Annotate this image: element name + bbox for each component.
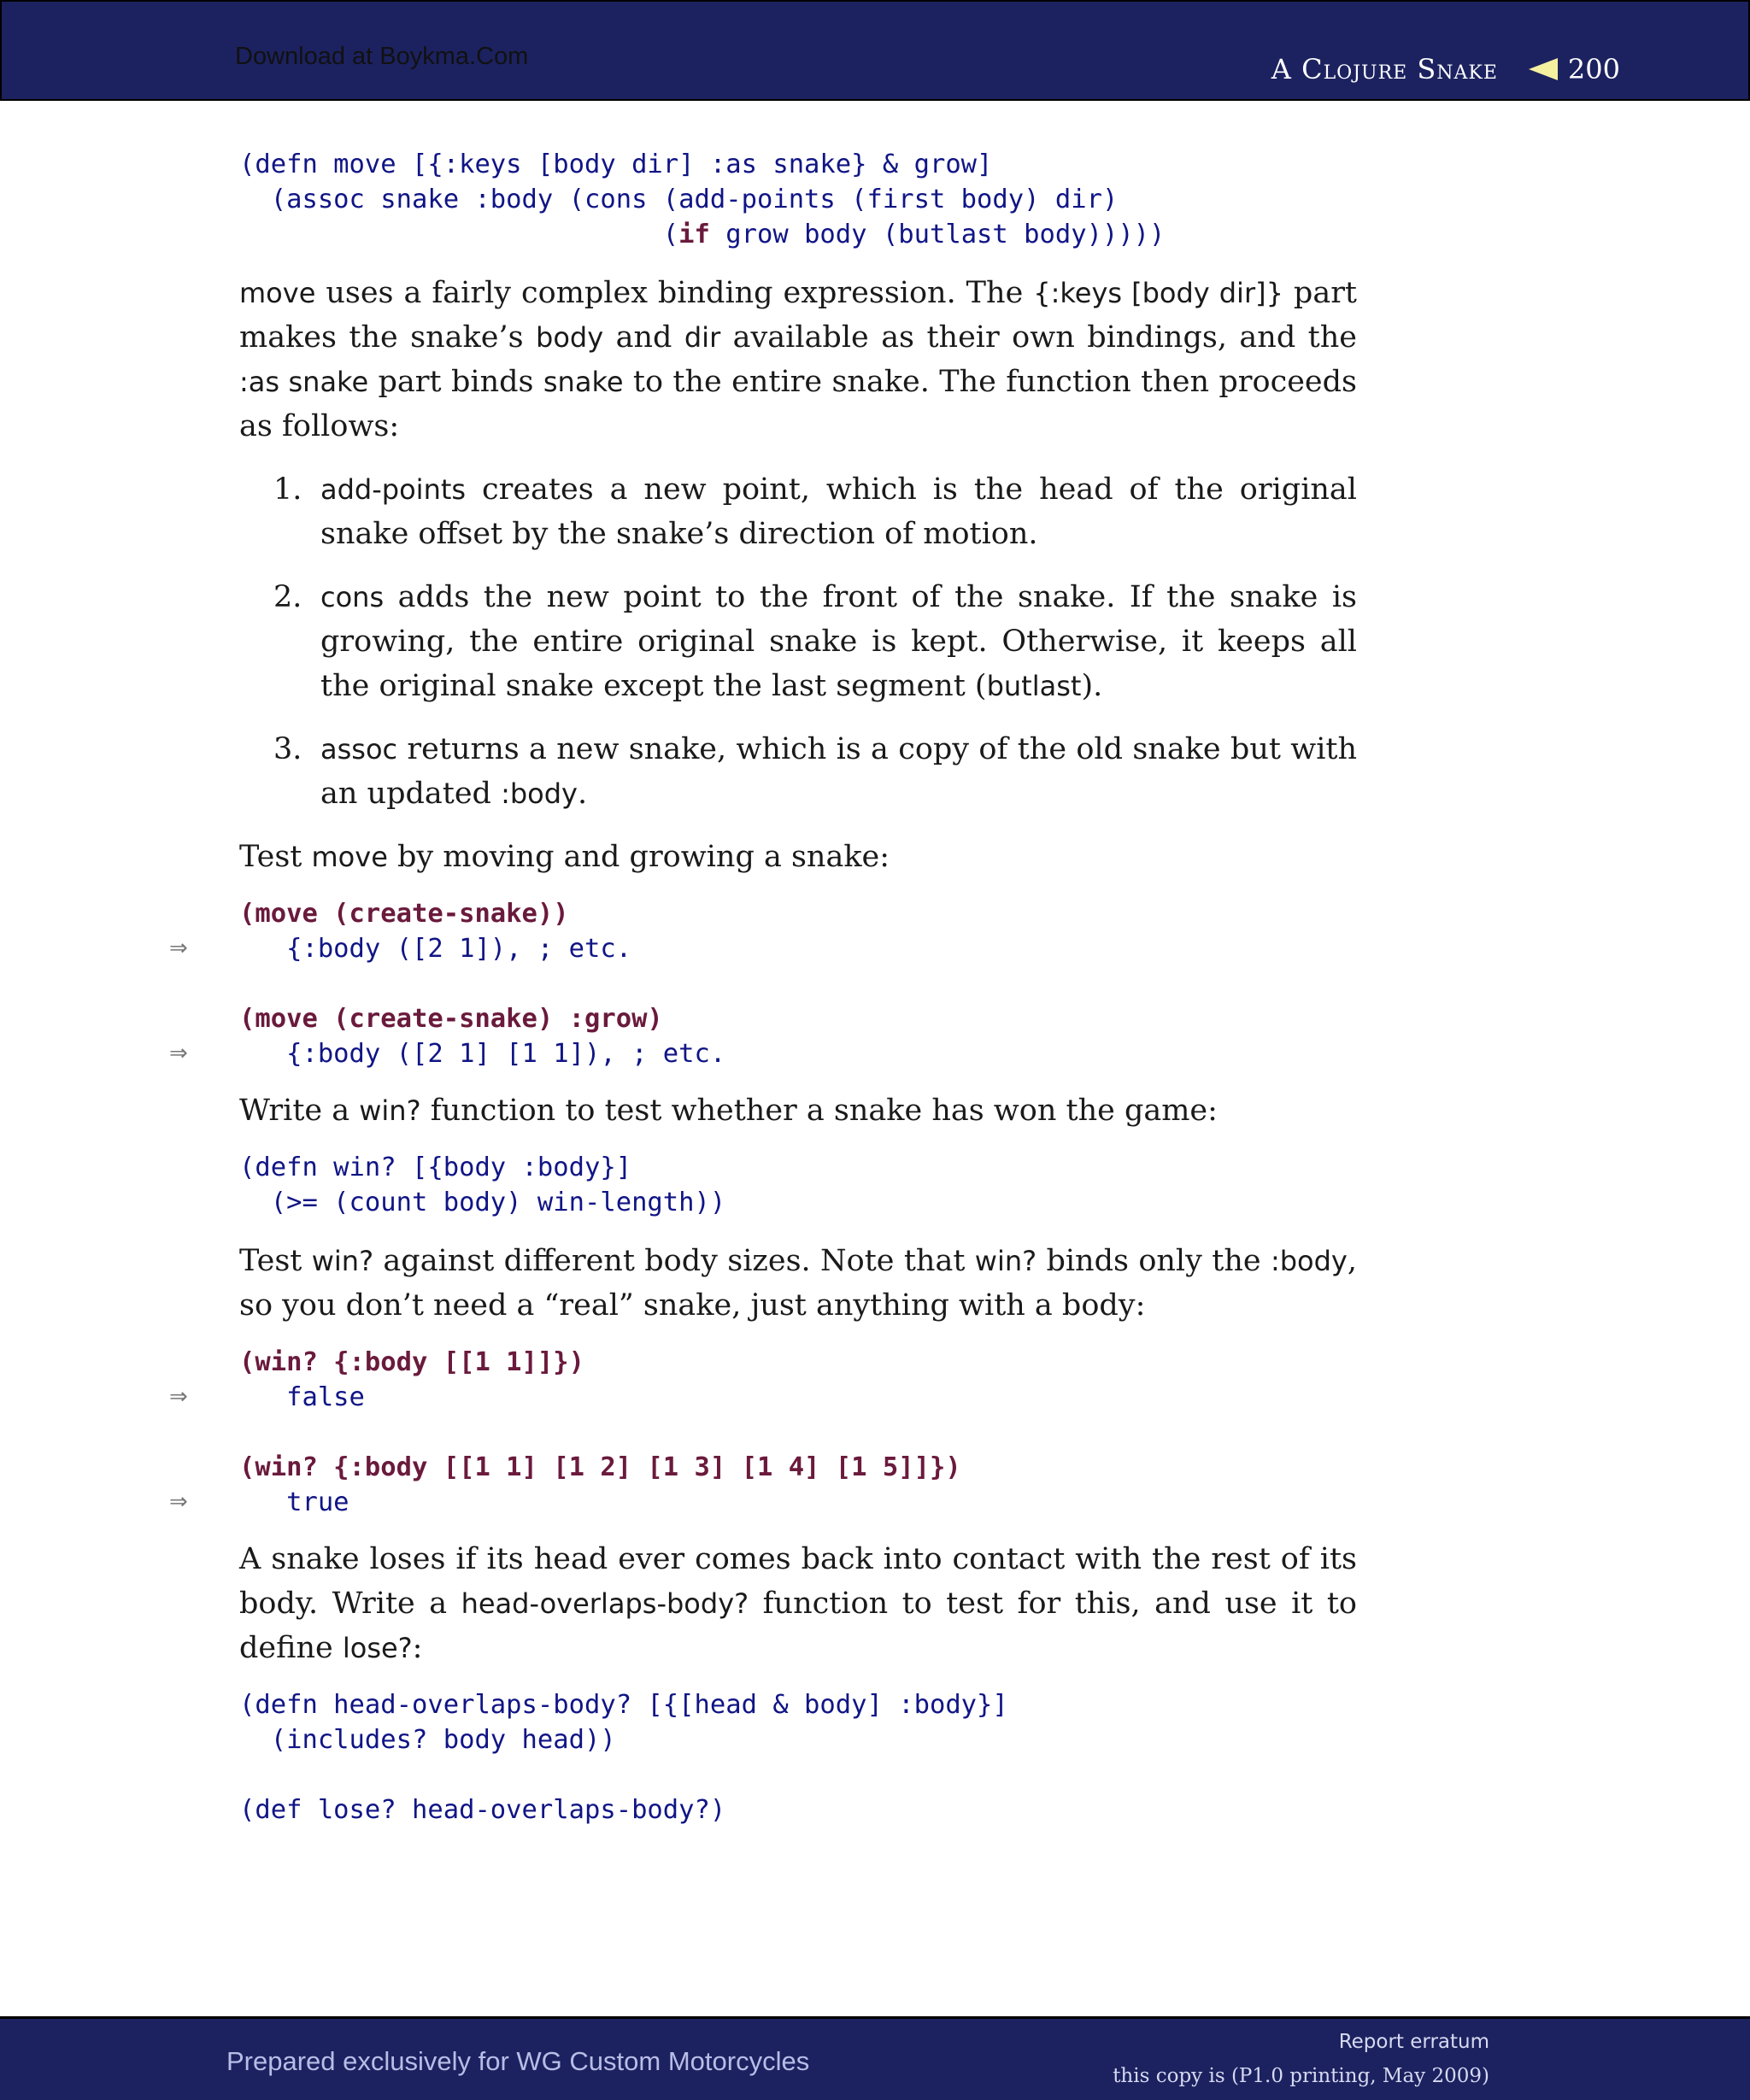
inline-code: move	[311, 841, 388, 873]
inline-code: assoc	[320, 733, 398, 766]
text: :	[412, 1631, 423, 1665]
page-header	[0, 0, 1750, 101]
code-block-win	[239, 1150, 1357, 1220]
code-line: (assoc snake :body (cons (add-points (first body) dir)	[239, 185, 1119, 214]
chapter-title[interactable]: A Clojure Snake	[1271, 53, 1498, 85]
inline-code: :body	[1270, 1245, 1348, 1277]
prepared-for-text: Prepared exclusively for WG Custom Motorcycles	[226, 2046, 810, 2076]
code-fragment: (	[239, 220, 679, 249]
repl-output: {:body ([2 1]), ; etc.	[239, 934, 632, 964]
inline-code: cons	[320, 581, 385, 613]
inline-code: snake	[543, 366, 624, 398]
text: uses a fairly complex binding expression. The	[315, 276, 1034, 310]
list-item	[239, 575, 1357, 708]
page-number: 200	[1567, 53, 1620, 85]
result-arrow-icon: ⇒	[169, 1384, 188, 1410]
code-block-move	[239, 147, 1357, 252]
text: part binds	[368, 365, 543, 399]
inline-code: win?	[974, 1245, 1037, 1277]
inline-code: body	[536, 321, 604, 354]
code-fragment: grow body (butlast body)))))	[709, 220, 1166, 249]
code-line: (def lose? head-overlaps-body?)	[239, 1795, 726, 1825]
inline-code: butlast	[986, 670, 1082, 702]
text: Test	[239, 840, 312, 874]
code-block-lose	[239, 1687, 1357, 1827]
inline-code: win?	[359, 1094, 421, 1127]
paragraph-win	[239, 1088, 1357, 1133]
text: , so you don’t need a “real” snake, just anything with a body:	[239, 1244, 1357, 1323]
header-nav	[1271, 53, 1620, 85]
download-link[interactable]: Download at Boykma.Com	[235, 43, 529, 70]
inline-code: move	[239, 277, 316, 309]
repl-output-line	[169, 931, 1357, 966]
repl-output-line	[169, 1036, 1357, 1071]
result-arrow-icon: ⇒	[169, 1041, 188, 1066]
text: binds only the	[1036, 1244, 1271, 1278]
code-line: (includes? body head))	[239, 1725, 616, 1755]
repl-input: (move (create-snake))	[239, 899, 569, 929]
inline-code: :body	[501, 777, 578, 810]
repl-input: (win? {:body [[1 1]]})	[239, 1347, 584, 1377]
code-line: (defn move [{:keys [body dir] :as snake} & grow]	[239, 150, 993, 179]
list-number: 3.	[273, 732, 302, 766]
text: A snake loses if its head ever comes back into contact with the rest of its body. Write a	[239, 1542, 1357, 1621]
result-arrow-icon: ⇒	[169, 1489, 188, 1515]
code-line: (defn win? [{body :body}]	[239, 1153, 632, 1182]
repl-output: {:body ([2 1] [1 1]), ; etc.	[239, 1039, 726, 1069]
text: to the entire snake. The function then proceeds as follows:	[239, 365, 1358, 443]
repl-example-win-false	[169, 1345, 1357, 1415]
text: available as their own bindings, and the	[720, 320, 1357, 355]
repl-output: false	[239, 1382, 365, 1412]
text: and	[603, 320, 684, 355]
text: ).	[1081, 669, 1103, 703]
report-erratum-link[interactable]: Report erratum	[1338, 2031, 1489, 2053]
steps-list	[239, 467, 1357, 816]
text: function to test whether a snake has won the game:	[420, 1094, 1218, 1128]
repl-output-line	[169, 1485, 1357, 1520]
repl-example-win-true	[169, 1450, 1357, 1520]
text: function to test for this, and use it to define	[239, 1587, 1357, 1665]
text: adds the new point to the front of the snake. If the snake is growing, the entire original snake is kept. Otherwise, it keeps all the original snake except the last segment (	[320, 580, 1357, 703]
text: by moving and growing a snake:	[387, 840, 890, 874]
repl-example-grow	[169, 1001, 1357, 1071]
result-arrow-icon: ⇒	[169, 936, 188, 961]
repl-output-line	[169, 1380, 1357, 1415]
list-item	[239, 467, 1357, 556]
inline-code: dir	[684, 321, 721, 354]
text: Write a	[239, 1094, 360, 1128]
list-number: 1.	[273, 472, 302, 507]
inline-code: {:keys [body dir]}	[1033, 277, 1283, 309]
text: creates a new point, which is the head of the original snake offset by the snake’s direction of motion.	[320, 472, 1357, 551]
repl-input: (win? {:body [[1 1] [1 2] [1 3] [1 4] [1 5]]})	[239, 1452, 961, 1482]
repl-input: (move (create-snake) :grow)	[239, 1004, 663, 1034]
paragraph-lose	[239, 1537, 1357, 1670]
code-line	[239, 220, 1165, 249]
list-number: 2.	[273, 580, 302, 614]
back-arrow-icon[interactable]	[1529, 58, 1558, 80]
list-item	[239, 727, 1357, 816]
repl-example-move	[169, 896, 1357, 966]
page-content	[169, 147, 1358, 1827]
paragraph-test-win	[239, 1239, 1357, 1328]
text: Test	[239, 1244, 312, 1278]
text: returns a new snake, which is a copy of the old snake but with an updated	[320, 732, 1357, 811]
paragraph-test-move	[239, 835, 1357, 879]
copy-info: this copy is (P1.0 printing, May 2009)	[1113, 2065, 1489, 2087]
paragraph-move-binding	[239, 271, 1357, 449]
inline-code: win?	[311, 1245, 374, 1277]
page-footer	[0, 2016, 1750, 2100]
code-keyword: if	[678, 220, 710, 249]
code-line: (>= (count body) win-length))	[239, 1188, 726, 1217]
text: against different body sizes. Note that	[373, 1244, 975, 1278]
code-line: (defn head-overlaps-body? [{[head & body] :body}]	[239, 1690, 1008, 1720]
text: .	[577, 777, 588, 811]
inline-code: add-points	[320, 473, 467, 506]
inline-code: lose?	[342, 1632, 413, 1664]
inline-code: :as snake	[239, 366, 369, 398]
text: part makes the snake’s	[239, 276, 1357, 355]
repl-output: true	[239, 1487, 349, 1517]
inline-code: head-overlaps-body?	[461, 1587, 749, 1620]
